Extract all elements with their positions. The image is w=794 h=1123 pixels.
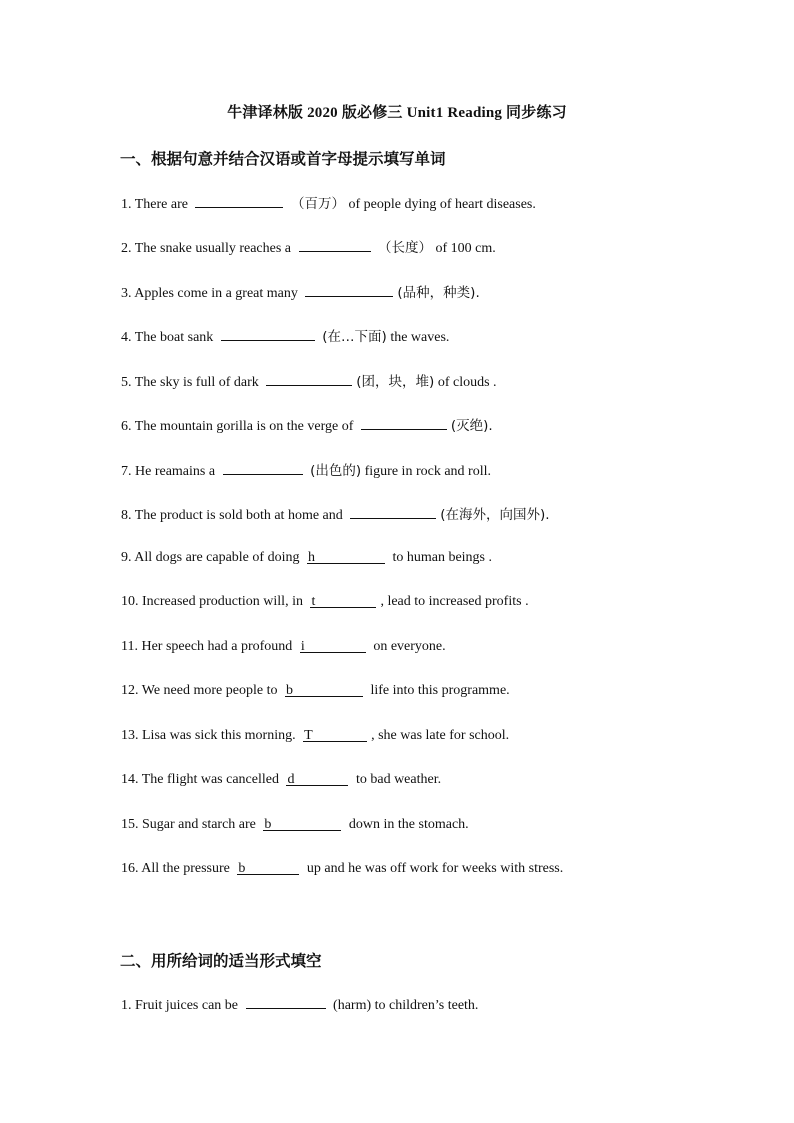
answer-blank[interactable] <box>300 638 366 653</box>
question-1-1 <box>121 193 536 214</box>
question-1-3 <box>121 282 480 303</box>
question-1-11 <box>121 638 446 656</box>
question-text-after: of 100 cm. <box>435 241 496 256</box>
answer-blank[interactable] <box>286 771 348 786</box>
answer-blank[interactable] <box>285 682 363 697</box>
question-text-before: 15. Sugar and starch are <box>121 817 256 832</box>
answer-blank[interactable] <box>350 504 436 519</box>
page-title: 牛津译林版 2020 版必修三 Unit1 Reading 同步练习 <box>227 105 567 121</box>
answer-blank[interactable] <box>266 371 352 386</box>
answer-blank[interactable] <box>221 326 315 341</box>
question-text-after: life into this programme. <box>370 683 510 698</box>
question-text-before: 10. Increased production will, in <box>121 594 303 609</box>
question-hint: (品种，种类). <box>397 285 480 301</box>
first-letter-hint: i <box>300 639 305 654</box>
answer-blank[interactable] <box>195 193 283 208</box>
question-text-before: 13. Lisa was sick this morning. <box>121 728 296 743</box>
question-1-14 <box>121 771 441 789</box>
question-hint: (harm) <box>333 998 372 1013</box>
question-text-before: 1. There are <box>121 197 188 212</box>
question-1-9 <box>121 549 492 567</box>
question-text-after: to children’s teeth. <box>374 998 479 1013</box>
question-1-4 <box>121 326 449 347</box>
question-1-8 <box>121 504 550 525</box>
question-1-2 <box>121 237 496 258</box>
question-text-before: 2. The snake usually reaches a <box>121 241 292 256</box>
answer-blank[interactable] <box>303 727 367 742</box>
answer-blank[interactable] <box>305 282 393 297</box>
first-letter-hint: h <box>307 550 315 565</box>
question-hint: (出色的) <box>310 463 362 479</box>
question-text-before: 8. The product is sold both at home and <box>121 508 343 523</box>
question-1-6 <box>121 415 493 436</box>
question-hint: (在…下面) <box>322 329 387 345</box>
question-text-after: to human beings . <box>392 550 492 565</box>
question-1-13 <box>121 727 509 745</box>
question-text-after: , she was late for school. <box>371 728 510 743</box>
question-hint: (在海外，向国外). <box>440 507 550 523</box>
question-text-before: 11. Her speech had a profound <box>121 639 293 654</box>
question-text-before: 16. All the pressure <box>121 861 230 876</box>
question-hint: (团，块，堆) <box>356 374 435 390</box>
answer-blank[interactable] <box>299 237 371 252</box>
answer-blank[interactable] <box>263 816 341 831</box>
question-2-1 <box>121 994 478 1015</box>
question-text-after: to bad weather. <box>355 772 442 787</box>
question-text-after: , lead to increased profits . <box>380 594 529 609</box>
answer-blank[interactable] <box>223 460 303 475</box>
question-text-after: of people dying of heart diseases. <box>348 197 536 212</box>
answer-blank[interactable] <box>307 549 385 564</box>
answer-blank[interactable] <box>246 994 326 1009</box>
answer-blank[interactable] <box>237 860 299 875</box>
question-1-15 <box>121 816 469 834</box>
first-letter-hint: T <box>304 728 313 743</box>
question-1-16 <box>121 860 563 878</box>
question-text-before: 3. Apples come in a great many <box>121 286 298 301</box>
section-1-heading: 一、根据句意并结合汉语或首字母提示填写单词 <box>120 150 446 168</box>
question-1-7 <box>121 460 491 481</box>
first-letter-hint: d <box>287 772 295 787</box>
question-hint: (灭绝). <box>450 418 493 434</box>
question-text-before: 9. All dogs are capable of doing <box>121 550 300 565</box>
question-text-before: 6. The mountain gorilla is on the verge of <box>121 419 354 434</box>
answer-blank[interactable] <box>310 593 376 608</box>
question-text-before: 5. The sky is full of dark <box>121 375 259 390</box>
question-text-after: up and he was off work for weeks with stress. <box>306 861 564 876</box>
question-text-before: 12. We need more people to <box>121 683 278 698</box>
first-letter-hint: b <box>264 817 272 832</box>
question-text-after: figure in rock and roll. <box>364 464 491 479</box>
first-letter-hint: b <box>285 683 293 698</box>
question-text-before: 4. The boat sank <box>121 330 214 345</box>
question-text-after: down in the stomach. <box>348 817 469 832</box>
question-hint: （百万） <box>290 196 345 212</box>
section-2-heading: 二、用所给词的适当形式填空 <box>120 952 322 970</box>
question-text-after: on everyone. <box>373 639 446 654</box>
question-1-5 <box>121 371 497 392</box>
question-text-after: of clouds . <box>437 375 497 390</box>
question-text-before: 14. The flight was cancelled <box>121 772 279 787</box>
first-letter-hint: b <box>238 861 246 876</box>
question-1-10 <box>121 593 529 611</box>
question-1-12 <box>121 682 510 700</box>
question-text-before: 1. Fruit juices can be <box>121 998 239 1013</box>
question-text-before: 7. He reamains a <box>121 464 216 479</box>
answer-blank[interactable] <box>361 415 447 430</box>
question-hint: （长度） <box>378 240 433 256</box>
first-letter-hint: t <box>311 594 316 609</box>
question-text-after: the waves. <box>390 330 450 345</box>
